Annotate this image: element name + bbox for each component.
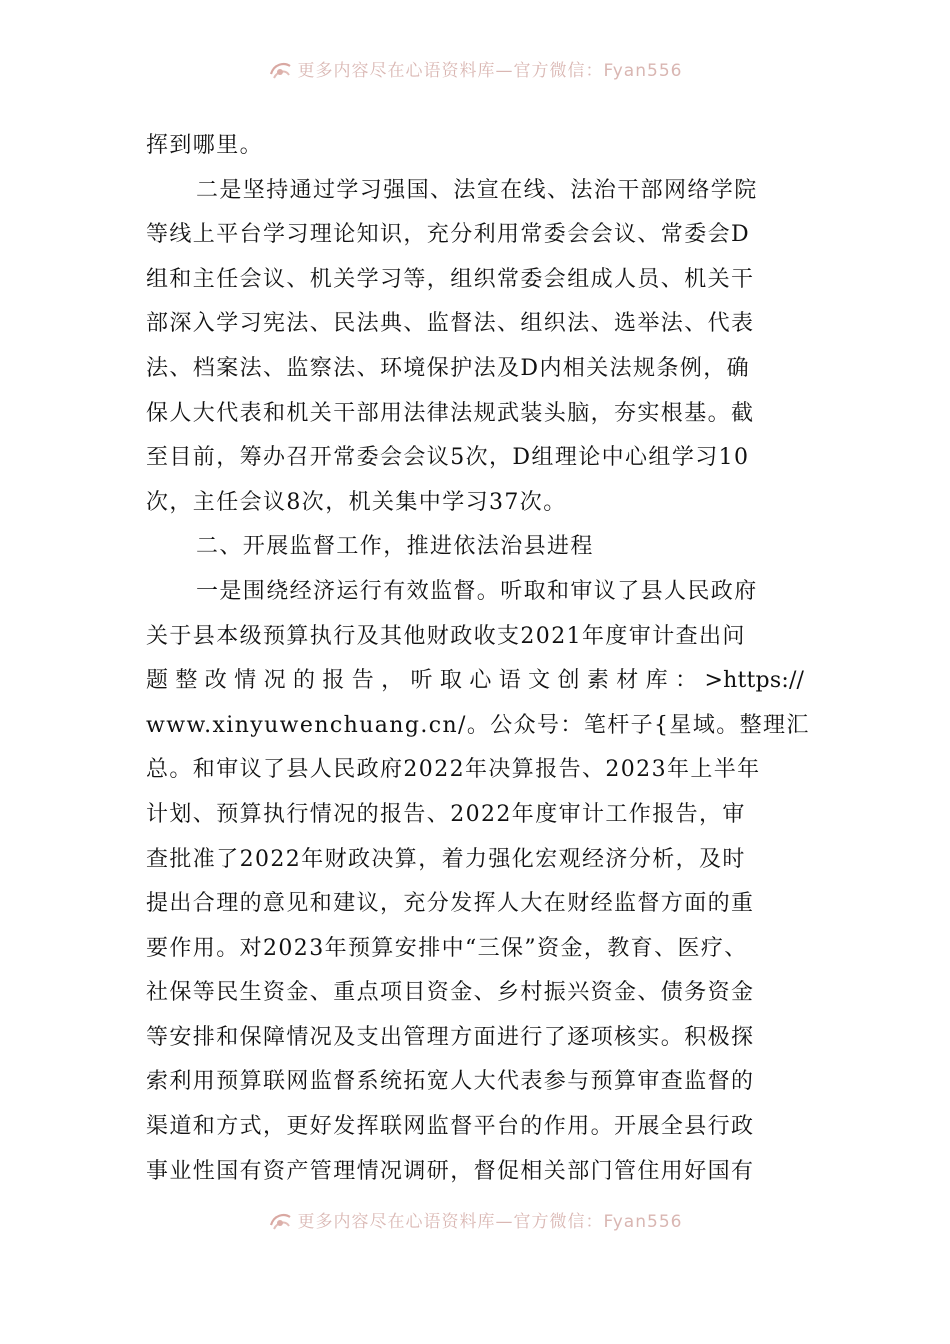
document-line: 等线上平台学习理论知识，充分利用常委会会议、常委会D	[146, 222, 751, 248]
document-line: 渠道和方式，更好发挥联网监督平台的作用。开展全县行政	[146, 1114, 755, 1140]
document-line: 保人大代表和机关干部用法律法规武装头脑，夯实根基。截	[146, 400, 755, 426]
document-line: 事业性国有资产管理情况调研，督促相关部门管住用好国有	[146, 1158, 755, 1184]
document-line: 二是坚持通过学习强国、法宣在线、法治干部网络学院	[196, 177, 758, 203]
document-body	[146, 124, 810, 1194]
document-line: 部深入学习宪法、民法典、监督法、组织法、选举法、代表	[146, 311, 755, 337]
document-line: 计划、预算执行情况的报告、2022年度审计工作报告，审	[146, 801, 746, 827]
document-line: 题 整 改 情 况 的 报 告 ， 听 取 心 语 文 创 素 材 库 ： >https://	[146, 668, 805, 694]
document-line: 查批准了2022年财政决算，着力强化宏观经济分析，及时	[146, 846, 746, 872]
footer-watermark	[0, 1207, 950, 1237]
document-line: 要作用。对2023年预算安排中“三保”资金，教育、医疗、	[146, 935, 748, 961]
header-watermark	[0, 56, 950, 86]
document-line: 法、档案法、监察法、环境保护法及D内相关法规条例，确	[146, 355, 751, 381]
document-line: 组和主任会议、机关学习等，组织常委会组成人员、机关干	[146, 266, 755, 292]
document-line: 关于县本级预算执行及其他财政收支2021年度审计查出问	[146, 623, 746, 649]
watermark-logo-icon	[268, 60, 294, 82]
watermark-logo-icon	[268, 1211, 294, 1233]
document-line: 提出合理的意见和建议，充分发挥人大在财经监督方面的重	[146, 891, 755, 917]
document-line: 社保等民生资金、重点项目资金、乡村振兴资金、债务资金	[146, 980, 755, 1006]
watermark-text: 更多内容尽在心语资料库—官方微信：Fyan556	[297, 1212, 683, 1232]
document-line: 至目前，筹办召开常委会会议5次，D组理论中心组学习10	[146, 445, 750, 471]
watermark-text: 更多内容尽在心语资料库—官方微信：Fyan556	[297, 61, 683, 81]
document-line: 等安排和保障情况及支出管理方面进行了逐项核实。积极探	[146, 1024, 755, 1050]
document-line: 索利用预算联网监督系统拓宽人大代表参与预算审查监督的	[146, 1069, 755, 1095]
document-line: 挥到哪里。	[146, 133, 264, 158]
document-line: 一是围绕经济运行有效监督。听取和审议了县人民政府	[196, 578, 758, 604]
document-line: www.xinyuwenchuang.cn/。公众号：笔杆子{星域。整理汇	[146, 712, 810, 738]
document-line: 次，主任会议8次，机关集中学习37次。	[146, 489, 567, 515]
document-line: 总。和审议了县人民政府2022年决算报告、2023年上半年	[146, 757, 761, 783]
document-line: 二、开展监督工作，推进依法治县进程	[196, 534, 594, 560]
